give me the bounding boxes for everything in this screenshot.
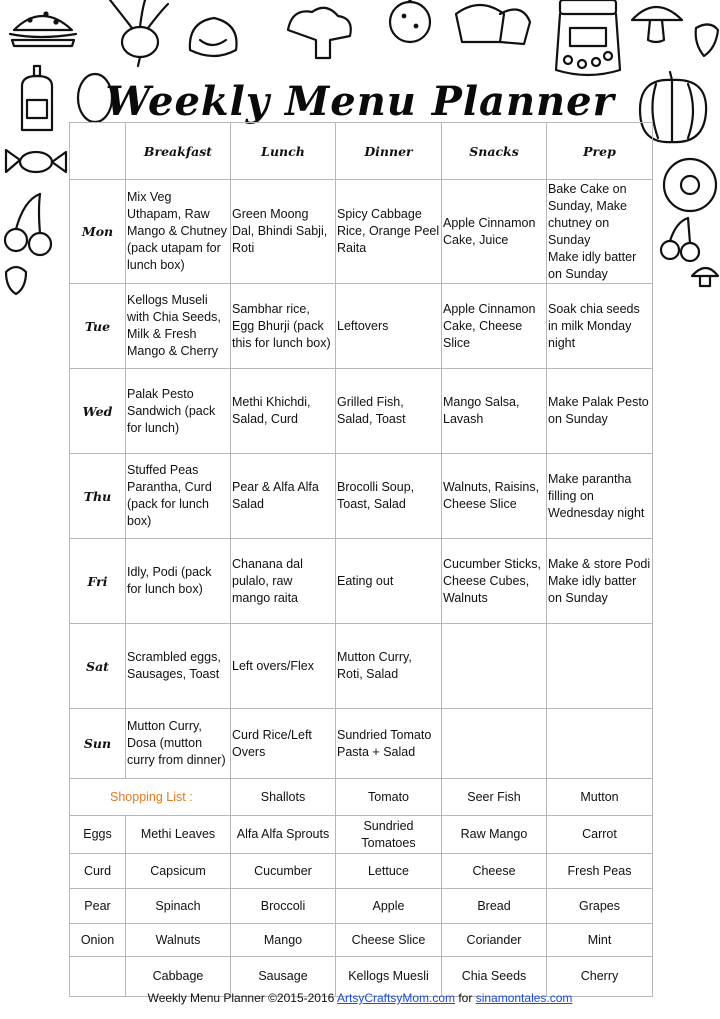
shopping-item: Grapes	[547, 889, 653, 924]
shopping-item: Alfa Alfa Sprouts	[231, 816, 336, 854]
meal-cell-breakfast: Stuffed Peas Parantha, Curd (pack for lunch box)	[126, 454, 231, 539]
broccoli-icon	[288, 8, 351, 58]
shopping-item: Methi Leaves	[126, 816, 231, 854]
column-header-prep: Prep	[547, 123, 653, 180]
shopping-list-label: Shopping List :	[70, 779, 231, 816]
column-header-dinner: Dinner	[336, 123, 442, 180]
meal-cell-breakfast: Palak Pesto Sandwich (pack for lunch)	[126, 369, 231, 454]
shopping-item: Raw Mango	[442, 816, 547, 854]
meal-cell-dinner: Eating out	[336, 539, 442, 624]
meal-cell-breakfast: Idly, Podi (pack for lunch box)	[126, 539, 231, 624]
column-header-snacks: Snacks	[442, 123, 547, 180]
meal-cell-breakfast: Scrambled eggs, Sausages, Toast	[126, 624, 231, 709]
mushroom-icon	[692, 268, 718, 286]
day-row	[70, 709, 653, 779]
meal-cell-lunch: Chanana dal pulalo, raw mango raita	[231, 539, 336, 624]
day-label: Wed	[70, 369, 126, 454]
day-label: Sun	[70, 709, 126, 779]
meal-cell-breakfast: Mix Veg Uthapam, Raw Mango & Chutney (pack utapam for lunch box)	[126, 180, 231, 284]
meal-cell-breakfast: Kellogs Museli with Chia Seeds, Milk & Fresh Mango & Cherry	[126, 284, 231, 369]
shopping-item: Carrot	[547, 816, 653, 854]
shopping-item: Cabbage	[126, 957, 231, 997]
shopping-row	[70, 779, 653, 816]
shopping-item: Pear	[70, 889, 126, 924]
shopping-row	[70, 924, 653, 957]
shopping-item: Chia Seeds	[442, 957, 547, 997]
orange-icon	[390, 0, 430, 42]
meal-cell-lunch: Sambhar rice, Egg Bhurji (pack this for lunch box)	[231, 284, 336, 369]
shopping-item: Mint	[547, 924, 653, 957]
meal-cell-prep: Make & store Podi Make idly batter on Sunday	[547, 539, 653, 624]
footer-for: for	[458, 991, 473, 1005]
burger-icon	[10, 13, 76, 47]
mushroom-icon	[632, 7, 682, 42]
onion-icon	[190, 18, 237, 56]
meal-cell-lunch: Green Moong Dal, Bhindi Sabji, Roti	[231, 180, 336, 284]
shopping-row	[70, 816, 653, 854]
day-row	[70, 539, 653, 624]
day-row	[70, 454, 653, 539]
day-row	[70, 369, 653, 454]
meal-cell-snacks	[442, 624, 547, 709]
shopping-item: Cheese Slice	[336, 924, 442, 957]
shopping-item: Bread	[442, 889, 547, 924]
shopping-item: Kellogs Muesli	[336, 957, 442, 997]
meal-cell-lunch: Methi Khichdi, Salad, Curd	[231, 369, 336, 454]
column-header-breakfast: Breakfast	[126, 123, 231, 180]
shopping-item: Walnuts	[126, 924, 231, 957]
meal-cell-snacks: Apple Cinnamon Cake, Juice	[442, 180, 547, 284]
meal-cell-snacks: Cucumber Sticks, Cheese Cubes, Walnuts	[442, 539, 547, 624]
meal-cell-prep	[547, 709, 653, 779]
footer-partner-link[interactable]: sinamontales.com	[475, 991, 573, 1005]
shopping-item: Apple	[336, 889, 442, 924]
shopping-item: Spinach	[126, 889, 231, 924]
meal-cell-snacks	[442, 709, 547, 779]
meal-cell-prep: Bake Cake on Sunday, Make chutney on Sunday Make idly batter on Sunday	[547, 180, 653, 284]
meal-cell-dinner: Spicy Cabbage Rice, Orange Peel Raita	[336, 180, 442, 284]
shopping-row	[70, 854, 653, 889]
meal-cell-prep: Soak chia seeds in milk Monday night	[547, 284, 653, 369]
meal-cell-lunch: Left overs/Flex	[231, 624, 336, 709]
day-label: Sat	[70, 624, 126, 709]
shopping-item: Sausage	[231, 957, 336, 997]
meal-cell-breakfast: Mutton Curry, Dosa (mutton curry from dinner)	[126, 709, 231, 779]
bread-icon	[456, 5, 530, 44]
cherries-icon	[5, 194, 51, 255]
donut-icon	[664, 159, 716, 211]
meal-cell-dinner: Mutton Curry, Roti, Salad	[336, 624, 442, 709]
shopping-item: Cucumber	[231, 854, 336, 889]
day-label: Tue	[70, 284, 126, 369]
meal-cell-prep	[547, 624, 653, 709]
day-row	[70, 624, 653, 709]
meal-cell-snacks: Mango Salsa, Lavash	[442, 369, 547, 454]
shopping-item: Capsicum	[126, 854, 231, 889]
cherries-icon	[661, 218, 699, 261]
meal-cell-dinner: Sundried Tomato Pasta + Salad	[336, 709, 442, 779]
footer-copyright: Weekly Menu Planner ©2015-2016	[147, 991, 335, 1005]
shopping-item: Eggs	[70, 816, 126, 854]
shopping-row	[70, 889, 653, 924]
meal-cell-lunch: Pear & Alfa Alfa Salad	[231, 454, 336, 539]
footer	[0, 991, 720, 1005]
strawberry-icon	[6, 267, 26, 294]
shopping-item: Tomato	[336, 779, 442, 816]
meal-cell-snacks: Apple Cinnamon Cake, Cheese Slice	[442, 284, 547, 369]
shopping-item: Cherry	[547, 957, 653, 997]
shopping-item: Mango	[231, 924, 336, 957]
shopping-item: Seer Fish	[442, 779, 547, 816]
jar-icon	[556, 0, 620, 75]
header-row	[70, 123, 653, 180]
meal-cell-prep: Make parantha filling on Wednesday night	[547, 454, 653, 539]
shopping-item: Onion	[70, 924, 126, 957]
shopping-item: Curd	[70, 854, 126, 889]
shopping-item: Broccoli	[231, 889, 336, 924]
shopping-item: Shallots	[231, 779, 336, 816]
day-label: Fri	[70, 539, 126, 624]
day-label: Thu	[70, 454, 126, 539]
shopping-item: Fresh Peas	[547, 854, 653, 889]
meal-cell-dinner: Leftovers	[336, 284, 442, 369]
corner-cell	[70, 123, 126, 180]
page-title: Weekly Menu Planner	[105, 78, 615, 125]
menu-table	[69, 122, 653, 997]
strawberry-icon	[696, 24, 718, 56]
meal-cell-dinner: Brocolli Soup, Toast, Salad	[336, 454, 442, 539]
column-header-lunch: Lunch	[231, 123, 336, 180]
day-label: Mon	[70, 180, 126, 284]
shopping-item: Lettuce	[336, 854, 442, 889]
day-row	[70, 284, 653, 369]
beet-icon	[110, 0, 168, 66]
meal-cell-snacks: Walnuts, Raisins, Cheese Slice	[442, 454, 547, 539]
shopping-item: Cheese	[442, 854, 547, 889]
candy-icon	[6, 150, 66, 172]
meal-cell-lunch: Curd Rice/Left Overs	[231, 709, 336, 779]
shopping-item: Sundried Tomatoes	[336, 816, 442, 854]
footer-site-link[interactable]: ArtsyCraftsyMom.com	[336, 991, 455, 1005]
meal-cell-dinner: Grilled Fish, Salad, Toast	[336, 369, 442, 454]
day-row	[70, 180, 653, 284]
meal-cell-prep: Make Palak Pesto on Sunday	[547, 369, 653, 454]
shopping-item: Coriander	[442, 924, 547, 957]
shopping-item: Mutton	[547, 779, 653, 816]
